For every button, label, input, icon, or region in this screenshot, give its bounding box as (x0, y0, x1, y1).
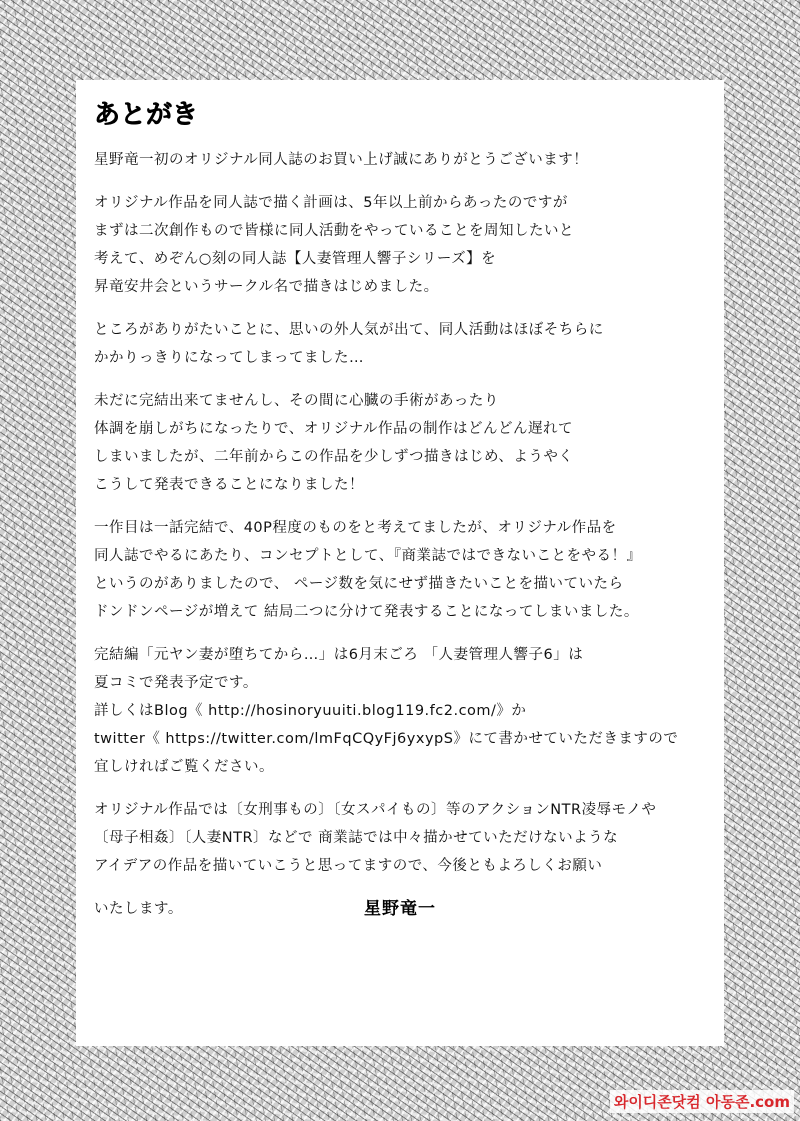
text-line: こうして発表できることになりました！ (94, 477, 364, 493)
paragraph (94, 146, 724, 174)
text-line: 〔母子相姦〕〔人妻NTR〕などで 商業誌では中々描かせていただけないような (94, 830, 619, 846)
author-signature: 星野竜一 (364, 899, 436, 919)
paragraph (94, 316, 724, 372)
text-line: ドンドンページが増えて 結局二つに分けて発表することになってしまいました。 (94, 604, 639, 620)
text-line: ところがありがたいことに、思いの外人気が出て、同人活動はほぼそちらに (94, 322, 604, 338)
text-line: 詳しくはBlog《 http://hosinoryuuiti.blog119.fc2.com/》か (94, 703, 527, 719)
closing-line: いたします。 (94, 901, 183, 917)
afterword-body (94, 146, 724, 880)
text-line: 考えて、めぞん○刻の同人誌【人妻管理人響子シリーズ】を (94, 251, 497, 267)
closing-row (94, 895, 724, 923)
text-line: オリジナル作品では〔女刑事もの〕〔女スパイもの〕等のアクションNTR凌辱モノや (94, 802, 657, 818)
paragraph (94, 641, 724, 781)
site-watermark: 와이디존닷컴 아동존.com (610, 1090, 794, 1113)
paragraph (94, 514, 724, 626)
text-line: アイデアの作品を描いていこうと思ってますので、今後ともよろしくお願い (94, 858, 603, 874)
text-line: 完結編「元ヤン妻が堕ちてから…」は6月末ごろ 「人妻管理人響子6」は (94, 647, 584, 663)
text-line: 昇竜安井会というサークル名で描きはじめました。 (94, 279, 439, 295)
text-line: 星野竜一初のオリジナル同人誌のお買い上げ誠にありがとうございます！ (94, 152, 589, 168)
text-line: オリジナル作品を同人誌で描く計画は、5年以上前からあったのですが (94, 195, 568, 211)
text-line: まずは二次創作もので皆様に同人活動をやっていることを周知したいと (94, 223, 574, 239)
text-line: 体調を崩しがちになったりで、オリジナル作品の制作はどんどん遅れて (94, 421, 573, 437)
text-line: twitter《 https://twitter.com/lmFqCQyFj6yxypS》にて書かせていただきますので (94, 731, 679, 747)
afterword-panel (76, 80, 724, 1046)
paragraph (94, 189, 724, 301)
paragraph (94, 387, 724, 499)
text-line: 未だに完結出来てませんし、その間に心臓の手術があったり (94, 393, 499, 409)
page-title: あとがき (94, 100, 199, 130)
text-line: 一作目は一話完結で、40P程度のものをと考えてましたが、オリジナル作品を (94, 520, 617, 536)
text-line: 夏コミで発表予定です。 (94, 675, 258, 691)
text-line: というのがありましたので、 ページ数を気にせず描きたいことを描いていたら (94, 576, 624, 592)
paragraph (94, 796, 724, 880)
text-line: かかりっきりになってしまってました… (94, 350, 364, 366)
text-line: しまいましたが、二年前からこの作品を少しずつ描きはじめ、ようやく (94, 449, 574, 465)
text-line: 同人誌でやるにあたり、コンセプトとして、『商業誌ではできないことをやる！』 (94, 548, 642, 564)
text-line: 宜しければご覧ください。 (94, 759, 274, 775)
